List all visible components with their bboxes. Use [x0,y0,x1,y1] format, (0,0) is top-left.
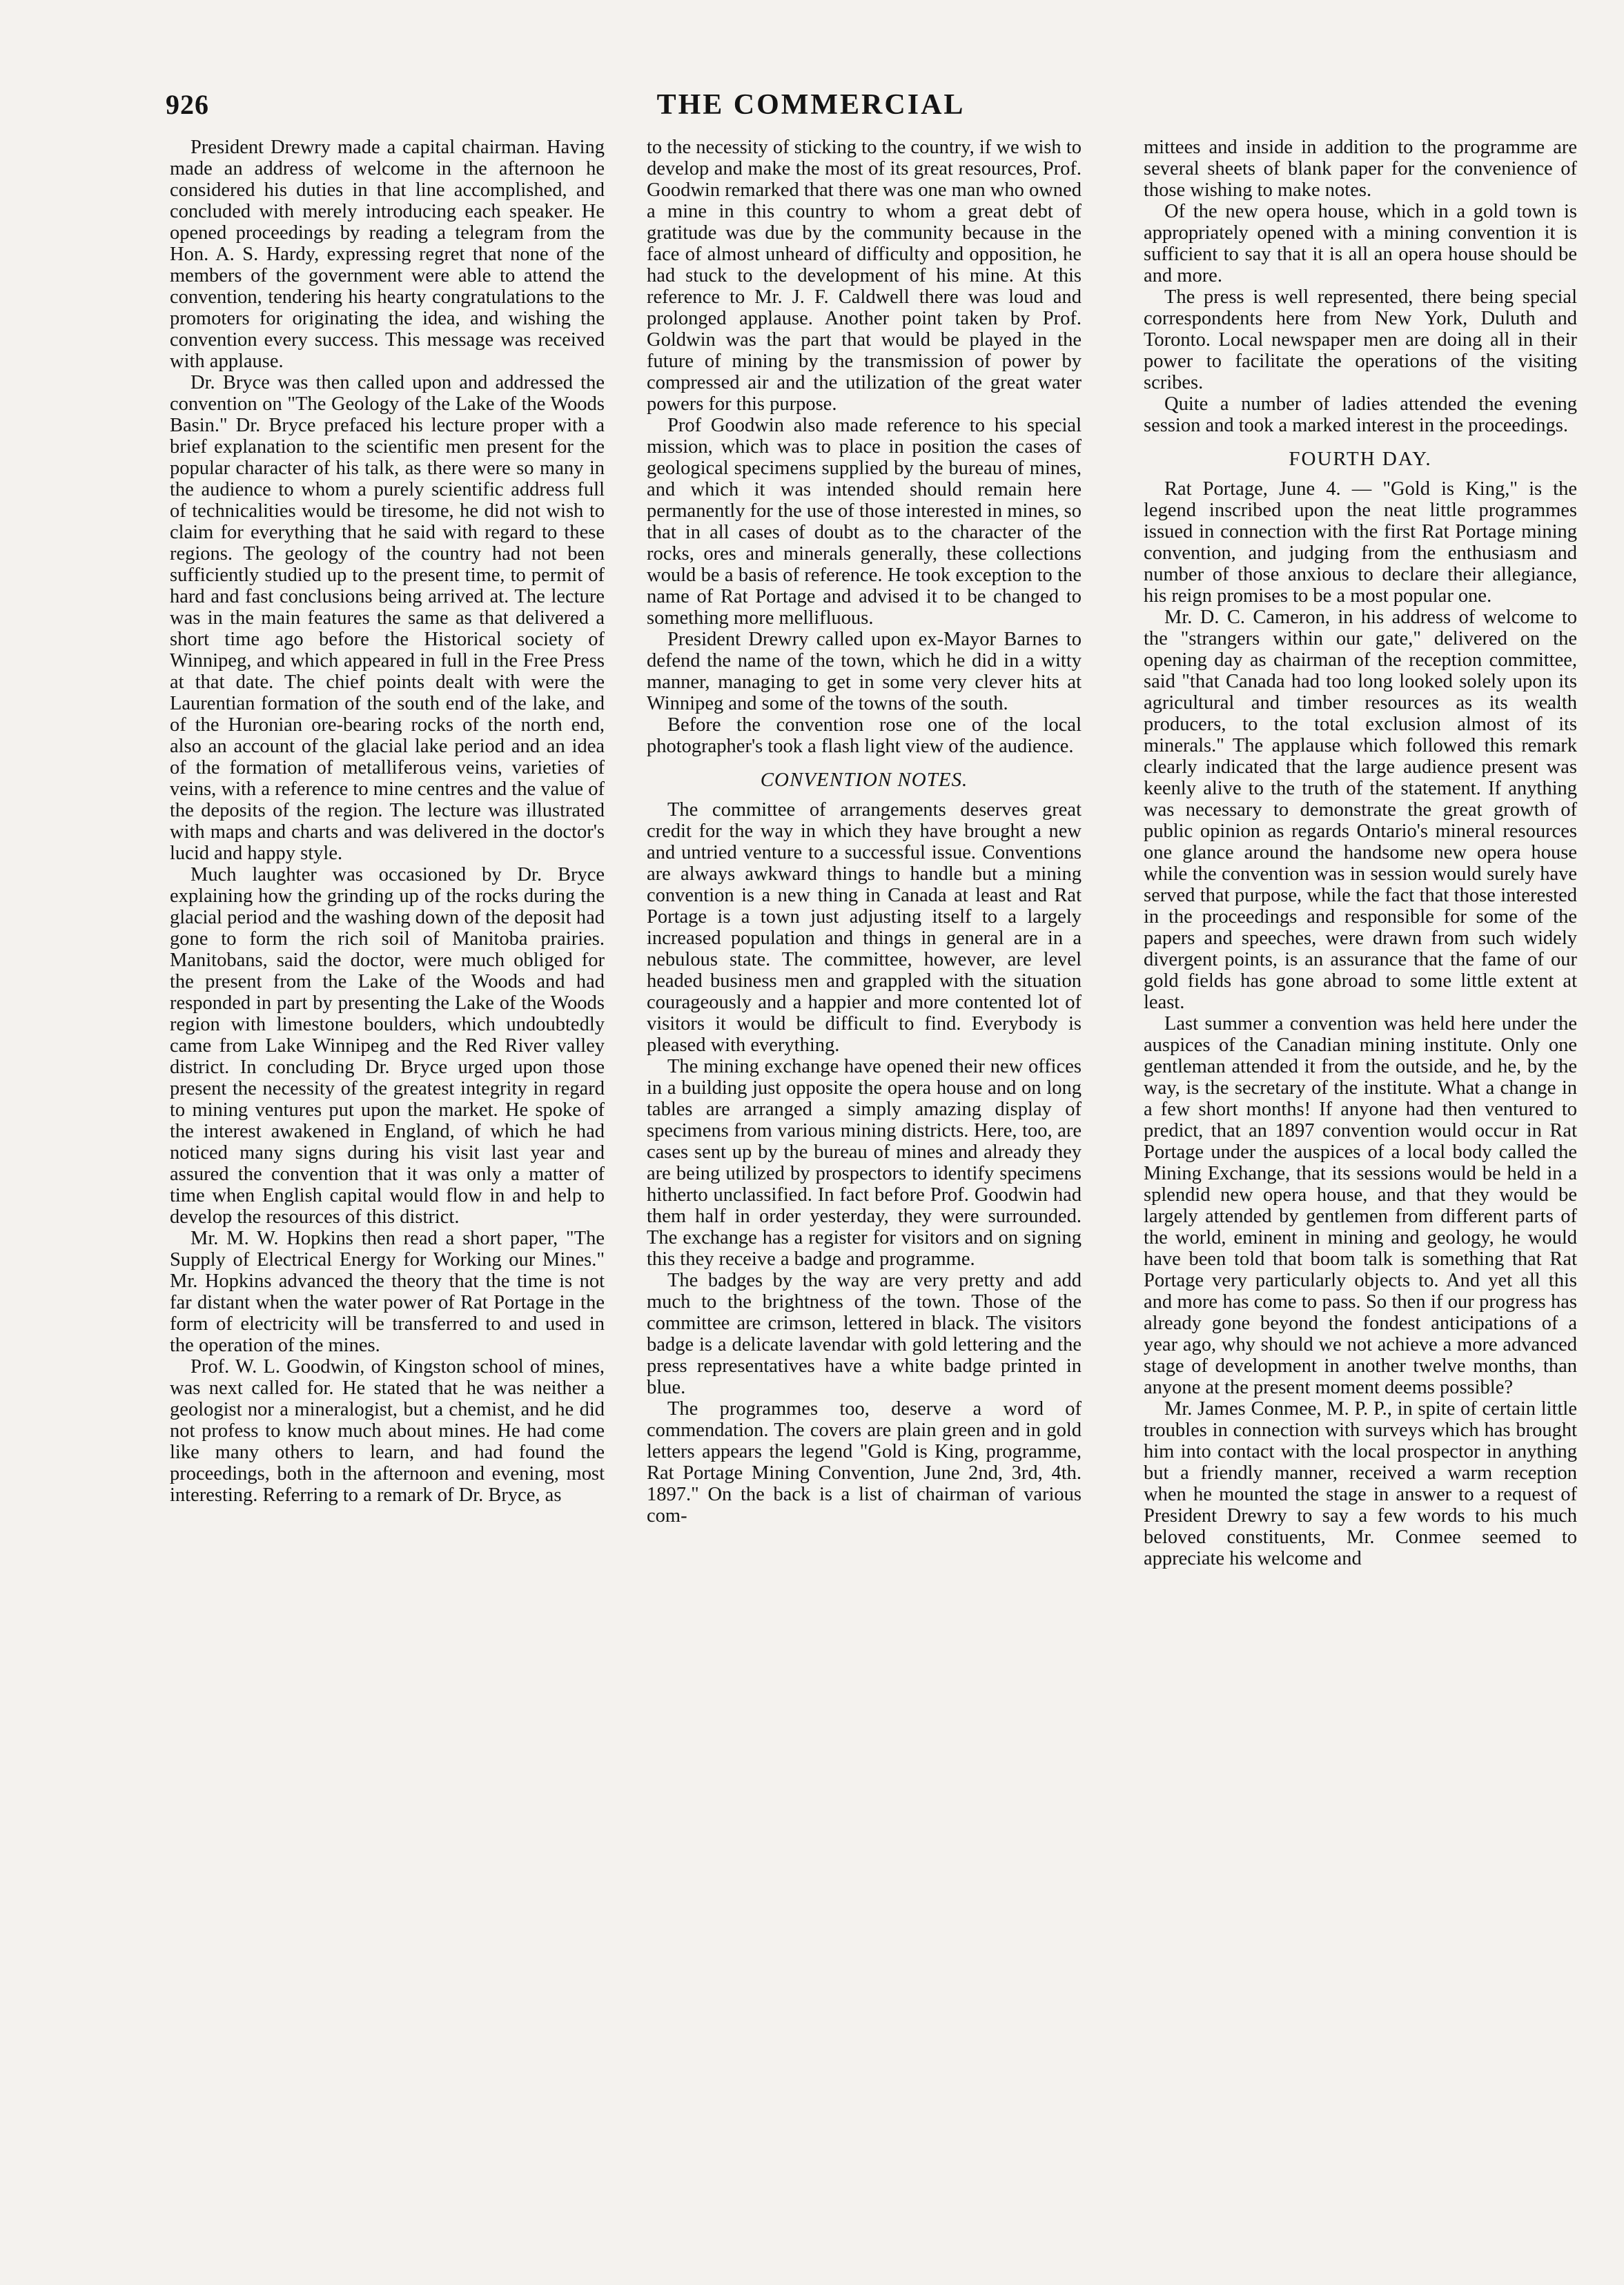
section-heading: CONVENTION NOTES. [760,769,968,791]
section-heading: FOURTH DAY. [1289,448,1432,470]
article-paragraph: Rat Portage, June 4. — "Gold is King," is the legend inscribed upon the neat little programmes issued in connection with the first Rat Portage mining convention, and judging from the enthusiasm and number of those anxious to declare their allegiance, his reign promises to be a most popular one. [1144,478,1577,607]
article-paragraph: Prof Goodwin also made reference to his special mission, which was to place in position the cases of geological specimens supplied by the bureau of mines, and which it was intended should remain here permanently for the use of those interested in mines, so that in all cases of doubt as to the character of the rocks, ores and minerals generally, these collections would be a basis of reference. He took exception to the name of Rat Portage and advised it to be changed to something more mellifluous. [647,415,1082,629]
column-1 [170,137,605,2248]
article-paragraph: Last summer a convention was held here under the auspices of the Canadian mining institute. Only one gentleman attended it from the outside, and he, by the way, is the secretary of the institute. What a change in a few short months! If anyone had then ventured to predict, that an 1897 convention would occur in Rat Portage under the auspices of a local body called the Mining Exchange, that its sessions would be held in a splendid new opera house, and that they would be largely attended by gentlemen from different parts of the world, eminent in mining and geology, he would have been told that boom talk is something that Rat Portage very particularly objects to. And yet all this and more has come to pass. So then if our progress has already gone beyond the fondest anticipations of a year ago, why should we not achieve a more advanced stage of development in another twelve months, than anyone at the present moment deems possible? [1144,1013,1577,1398]
article-paragraph: Mr. James Conmee, M. P. P., in spite of certain little troubles in connection with surveys which has brought him into contact with the local prospector in anything but a friendly manner, received a warm reception when he mounted the stage in answer to a request of President Drewry to say a few words to his much beloved constituents, Mr. Conmee seemed to appreciate his welcome and [1144,1398,1577,1569]
article-paragraph: Before the convention rose one of the local photographer's took a flash light view of the audience. [647,714,1082,757]
article-paragraph: to the necessity of sticking to the country, if we wish to develop and make the most of its great resources, Prof. Goodwin remarked that there was one man who owned a mine in this country to whom a great debt of gratitude was due by the community because in the face of almost unheard of difficulty and opposition, he had stuck to the development of his mine. At this reference to Mr. J. F. Caldwell there was loud and prolonged applause. Another point taken by Prof. Goldwin was the part that would be played in the future of mining by the transmission of power by compressed air and the utilization of the great water powers for this purpose. [647,137,1082,415]
column-2 [647,137,1082,2248]
article-paragraph: President Drewry made a capital chairman. Having made an address of welcome in the afternoon he considered his duties in that line accomplished, and concluded with merely introducing each speaker. He opened proceedings by reading a telegram from the Hon. A. S. Hardy, expressing regret that none of the members of the government were able to attend the convention, tendering his hearty congratulations to the promoters for originating the idea, and wishing the convention every success. This message was received with applause. [170,137,605,372]
article-paragraph: The committee of arrangements deserves great credit for the way in which they have brought a new and untried venture to a successful issue. Conventions are always awkward things to handle but a mining convention is a new thing in Canada at least and Rat Portage is a town just adjusting itself to a largely increased population and things in general are in a nebulous state. The committee, however, are level headed business men and grappled with the situation courageously and a happier and more contented lot of visitors it would be difficult to find. Everybody is pleased with everything. [647,799,1082,1056]
article-paragraph: Dr. Bryce was then called upon and addressed the convention on "The Geology of the Lake of the Woods Basin." Dr. Bryce prefaced his lecture proper with a brief explanation to the scientific men present for the popular character of his talk, as there were so many in the audience to whom a purely scientific address full of technicalities would be tiresome, he did not wish to claim for everything that he said with regard to these regions. The geology of the country had not been sufficiently studied up to the present time, to permit of hard and fast conclusions being arrived at. The lecture was in the main features the same as that delivered a short time ago before the Historical society of Winnipeg, and which appeared in full in the Free Press at that date. The chief points dealt with were the Laurentian formation of the south end of the lake, and of the Huronian ore-bearing rocks of the north end, also an account of the glacial lake period and an idea of the formation of metalliferous veins, varieties of veins, with a reference to mine centres and the value of the deposits of the region. The lecture was illustrated with maps and charts and was delivered in the doctor's lucid and happy style. [170,372,605,864]
article-paragraph: Of the new opera house, which in a gold town is appropriately opened with a mining convention it is sufficient to say that it is all an opera house should be and more. [1144,201,1577,286]
article-paragraph: Quite a number of ladies attended the evening session and took a marked interest in the proceedings. [1144,393,1577,436]
page-header [166,88,1456,130]
masthead-title: THE COMMERCIAL [656,89,966,121]
article-paragraph: The badges by the way are very pretty and add much to the brightness of the town. Those of the committee are crimson, lettered in black. The visitors badge is a delicate lavendar with gold lettering and the press representatives have a white badge printed in blue. [647,1270,1082,1398]
column-3 [1144,137,1577,2248]
article-paragraph: Much laughter was occasioned by Dr. Bryce explaining how the grinding up of the rocks during the glacial period and the washing down of the deposit had gone to form the rich soil of Manitoba prairies. Manitobans, said the doctor, were much obliged for the present from the Lake of the Woods and had responded in part by presenting the Lake of the Woods region with limestone boulders, which undoubtedly came from Lake Winnipeg and the Red River valley district. In concluding Dr. Bryce urged upon those present the necessity of the greatest integrity in regard to mining ventures put upon the market. He spoke of the interest awakened in England, of which he had noticed many signs during his visit last year and assured the convention that it was only a matter of time when English capital would flow in and help to develop the resources of this district. [170,864,605,1228]
article-paragraph: mittees and inside in addition to the programme are several sheets of blank paper for the convenience of those wishing to make notes. [1144,137,1577,201]
article-paragraph: The mining exchange have opened their new offices in a building just opposite the opera house and on long tables are arranged a simply amazing display of specimens from various mining districts. Here, too, are cases sent up by the bureau of mines and already they are being utilized by prospectors to identify specimens hitherto unclassified. In fact before Prof. Goodwin had them half in order yesterday, they were surrounded. The exchange has a register for visitors and on signing this they receive a badge and programme. [647,1056,1082,1270]
article-paragraph: The programmes too, deserve a word of commendation. The covers are plain green and in gold letters appears the legend "Gold is King, programme, Rat Portage Mining Convention, June 2nd, 3rd, 4th. 1897." On the back is a list of chairman of various com- [647,1398,1082,1527]
article-paragraph: The press is well represented, there being special correspondents here from New York, Duluth and Toronto. Local newspaper men are doing all in their power to facilitate the operations of the visiting scribes. [1144,286,1577,393]
article-paragraph: Prof. W. L. Goodwin, of Kingston school of mines, was next called for. He stated that he was neither a geologist nor a mineralogist, but a chemist, and he did not profess to know much about mines. He had come like many others to learn, and had found the proceedings, both in the afternoon and evening, most interesting. Referring to a remark of Dr. Bryce, as [170,1356,605,1506]
page-number: 926 [166,89,209,120]
article-paragraph: Mr. M. W. Hopkins then read a short paper, "The Supply of Electrical Energy for Working our Mines." Mr. Hopkins advanced the theory that the time is not far distant when the water power of Rat Portage in the form of electricity will be transferred to and used in the operation of the mines. [170,1228,605,1356]
article-paragraph: Mr. D. C. Cameron, in his address of welcome to the "strangers within our gate," delivered on the opening day as chairman of the reception committee, said "that Canada had too long looked solely upon its agricultural and timber resources as its wealth producers, to the total exclusion almost of its minerals." The applause which followed this remark clearly indicated that the large audience present was keenly alive to the truth of the statement. If anything was necessary to demonstrate the great growth of public opinion as regards Ontario's mineral resources one glance around the handsome new opera house while the convention was in session would surely have served that purpose, while the fact that those interested in the proceedings and responsible for some of the papers and speeches, were drawn from such widely divergent points, is an assurance that the fame of our gold fields has gone abroad to some little extent at least. [1144,607,1577,1013]
article-paragraph: President Drewry called upon ex-Mayor Barnes to defend the name of the town, which he did in a witty manner, managing to get in some very clever hits at Winnipeg and some of the towns of the south. [647,629,1082,714]
